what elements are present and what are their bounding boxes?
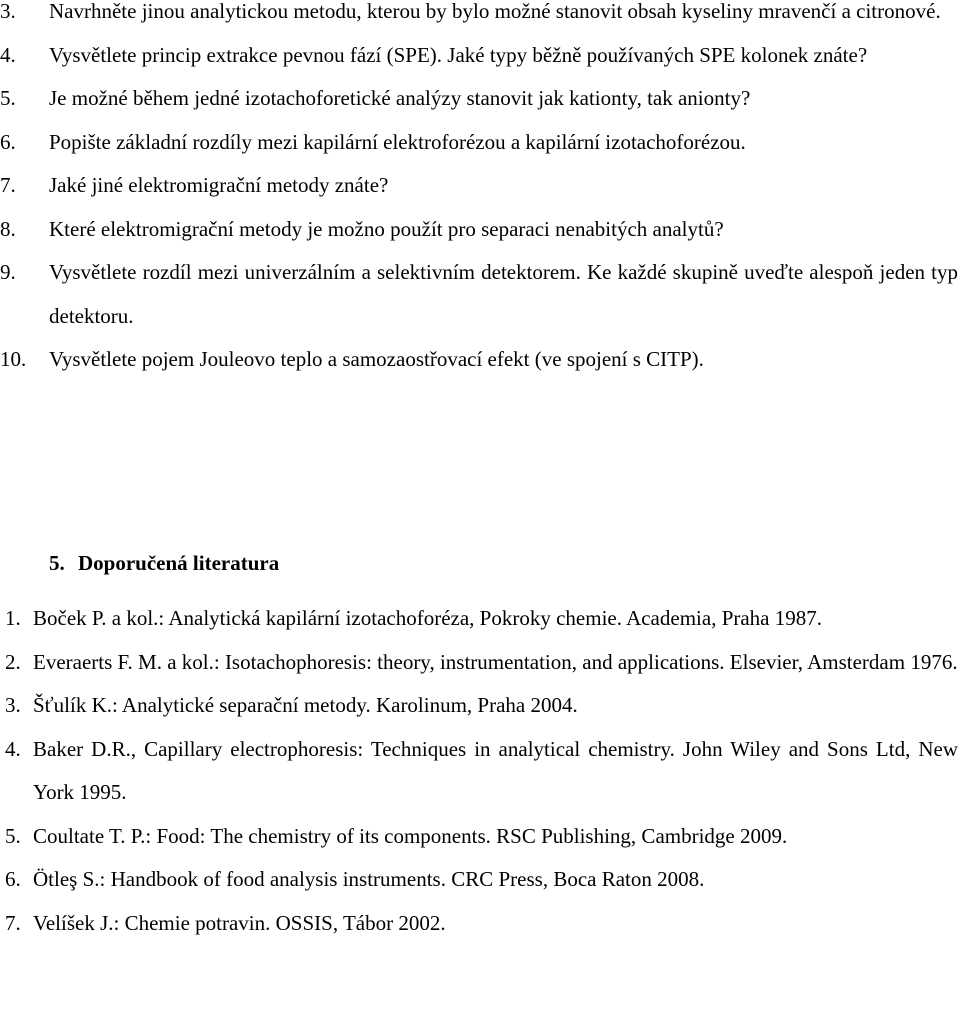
reference-list	[5, 597, 958, 945]
reference-text: Boček P. a kol.: Analytická kapilární izotachoforéza, Pokroky chemie. Academia, Praha 1987.	[33, 606, 823, 630]
question-item	[0, 0, 958, 34]
question-list	[0, 0, 958, 382]
reference-item	[5, 815, 958, 859]
question-number: 7.	[0, 173, 16, 197]
question-text: Navrhněte jinou analytickou metodu, kterou by bylo možné stanovit obsah kyseliny mravenčí a citronové.	[49, 0, 941, 23]
question-item	[0, 338, 958, 382]
question-item	[0, 77, 958, 121]
question-item	[0, 164, 958, 208]
question-text: Jaké jiné elektromigrační metody znáte?	[49, 173, 389, 197]
question-item	[0, 208, 958, 252]
question-text: Vysvětlete rozdíl mezi univerzálním a selektivním detektorem. Ke každé skupině uveďte alespoň jeden typ detektoru.	[49, 260, 958, 328]
reference-item	[5, 597, 958, 641]
question-text: Vysvětlete pojem Jouleovo teplo a samozaostřovací efekt (ve spojení s CITP).	[49, 347, 704, 371]
question-number: 9.	[0, 260, 16, 284]
reference-number: 6.	[5, 867, 21, 891]
reference-number: 5.	[5, 823, 21, 848]
reference-number: 1.	[5, 606, 21, 630]
question-number: 3.	[0, 0, 16, 23]
reference-item	[5, 684, 958, 728]
question-number: 4.	[0, 42, 16, 67]
reference-text: Šťulík K.: Analytické separační metody. Karolinum, Praha 2004.	[33, 693, 578, 717]
reference-text: Everaerts F. M. a kol.: Isotachophoresis: theory, instrumentation, and applications. Elsevier, Amsterdam 1976.	[33, 649, 958, 674]
reference-number: 4.	[5, 736, 21, 761]
reference-item	[5, 728, 958, 815]
question-item	[0, 121, 958, 165]
reference-number: 7.	[5, 910, 21, 935]
question-item	[0, 34, 958, 78]
question-number: 6.	[0, 129, 16, 154]
question-number: 5.	[0, 86, 16, 110]
question-text: Vysvětlete princip extrakce pevnou fází (SPE). Jaké typy běžně používaných SPE kolonek znáte?	[49, 42, 868, 67]
reference-number: 2.	[5, 649, 21, 674]
reference-text: Velíšek J.: Chemie potravin. OSSIS, Tábor 2002.	[33, 910, 446, 935]
reference-number: 3.	[5, 693, 21, 717]
reference-text: Ötleş S.: Handbook of food analysis instruments. CRC Press, Boca Raton 2008.	[33, 867, 705, 891]
section-number: 5.	[49, 551, 65, 575]
reference-item	[5, 858, 958, 902]
reference-text: Coultate T. P.: Food: The chemistry of its components. RSC Publishing, Cambridge 2009.	[33, 823, 788, 848]
question-number: 10.	[0, 347, 27, 371]
reference-text: Baker D.R., Capillary electrophoresis: Techniques in analytical chemistry. John Wiley and Sons Ltd, New York 1995.	[33, 736, 958, 804]
question-text: Které elektromigrační metody je možno použít pro separaci nenabitých analytů?	[49, 216, 724, 241]
reference-item	[5, 641, 958, 685]
reference-item	[5, 902, 958, 946]
section-title-text: Doporučená literatura	[78, 551, 280, 575]
section-heading	[49, 542, 279, 586]
question-text: Popište základní rozdíly mezi kapilární elektroforézou a kapilární izotachoforézou.	[49, 129, 746, 154]
question-number: 8.	[0, 216, 16, 241]
question-text: Je možné během jedné izotachoforetické analýzy stanovit jak kationty, tak anionty?	[49, 86, 751, 110]
question-item	[0, 251, 958, 338]
